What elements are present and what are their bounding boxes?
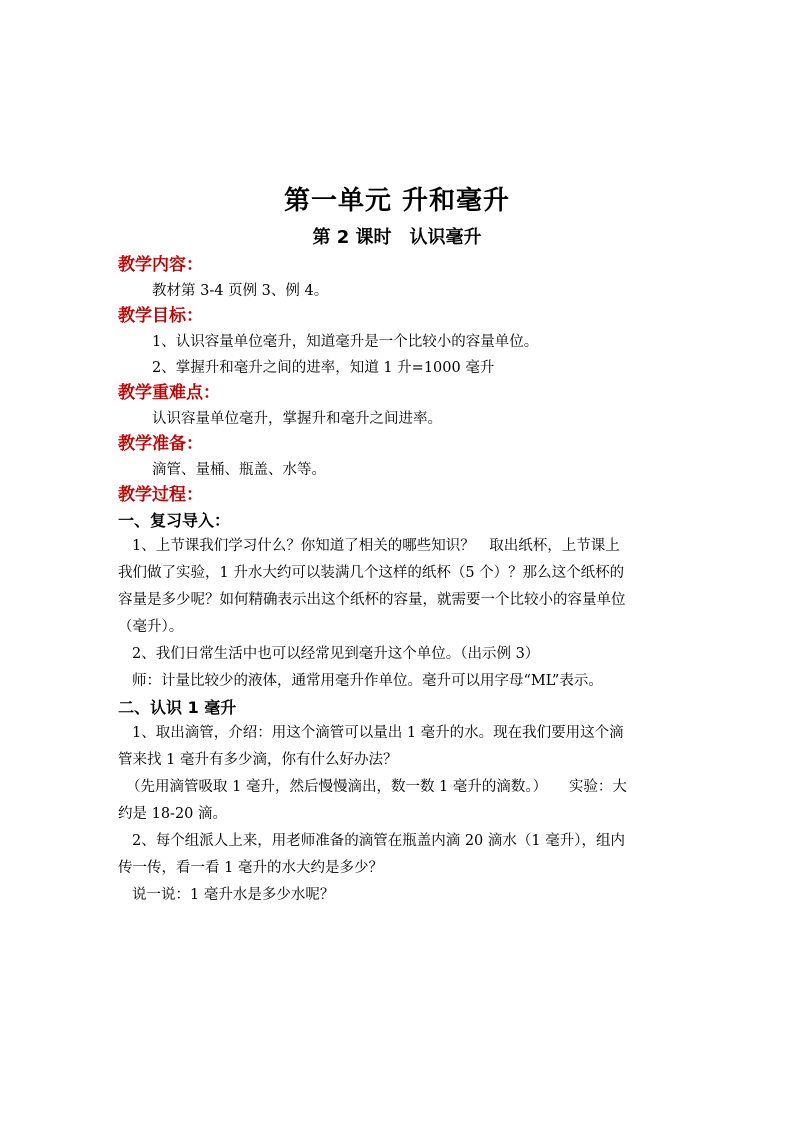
heading-content: 教学内容： [118, 255, 203, 275]
paragraph-line: 1、取出滴管，介绍：用这个滴管可以量出 1 毫升的水。现在我们要用这个滴 [132, 725, 624, 741]
goal-item: 2、掌握升和毫升之间的进率，知道 1 升=1000 毫升 [152, 360, 495, 376]
lesson-subtitle: 第 2 课时 认识毫升 [312, 227, 482, 248]
heading-prep: 教学准备： [118, 434, 203, 454]
paragraph-line: 说一说：1 毫升水是多少水呢？ [132, 887, 335, 903]
document-body [118, 253, 678, 909]
paragraph-line: 管来找 1 毫升有多少滴，你有什么好办法？ [118, 752, 398, 768]
section-heading: 二、认识 1 毫升 [118, 698, 237, 717]
section-heading: 一、复习导入： [118, 511, 231, 530]
document-title: 第一单元 升和毫升 [283, 186, 511, 216]
paragraph-line: 我们做了实验，1 升水大约可以装满几个这样的纸杯（5 个）？那么这个纸杯的 [118, 565, 625, 581]
content-text: 教材第 3-4 页例 3、例 4。 [152, 283, 329, 299]
paragraph-line: 2、每个组派人上来，用老师准备的滴管在瓶盖内滴 20 滴水（1 毫升），组内 [132, 833, 625, 849]
paragraph-line: 师：计量比较少的液体，通常用毫升作单位。毫升可以用字母“ML”表示。 [132, 673, 603, 689]
paragraph-line: 容量是多少呢？如何精确表示出这个纸杯的容量，就需要一个比较小的容量单位 [118, 592, 626, 608]
heading-process: 教学过程： [118, 485, 203, 505]
heading-keypoints: 教学重难点： [118, 383, 220, 403]
paragraph-line: （毫升）。 [118, 619, 184, 635]
goal-item: 1、认识容量单位毫升，知道毫升是一个比较小的容量单位。 [152, 334, 539, 350]
paragraph-line: 2、我们日常生活中也可以经常见到毫升这个单位。（出示例 3） [132, 646, 540, 662]
keypoints-text: 认识容量单位毫升，掌握升和毫升之间进率。 [152, 411, 442, 427]
paragraph-line: 约是 18-20 滴。 [118, 806, 228, 822]
paragraph-line: 传一传，看一看 1 毫升的水大约是多少？ [118, 860, 383, 876]
heading-goals: 教学目标： [118, 306, 203, 326]
paragraph-line: 1、上节课我们学习什么？你知道了相关的哪些知识？ 取出纸杯，上节课上 [132, 538, 620, 554]
prep-text: 滴管、量桶、瓶盖、水等。 [152, 462, 326, 478]
paragraph-line: （先用滴管吸取 1 毫升，然后慢慢滴出，数一数 1 毫升的滴数。） 实验：大 [126, 779, 627, 795]
